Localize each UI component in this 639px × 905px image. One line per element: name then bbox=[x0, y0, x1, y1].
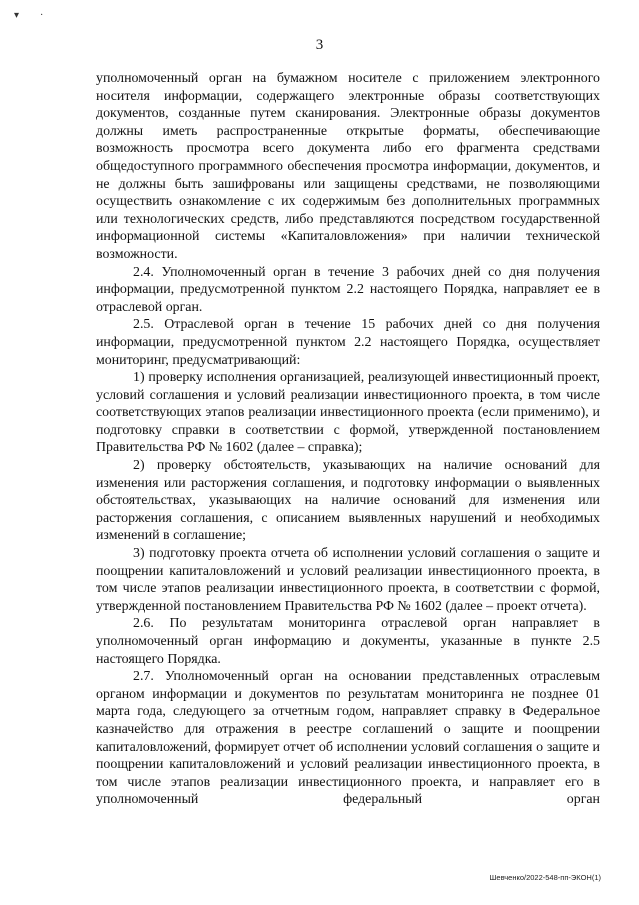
paragraph-2-5: 2.5. Отраслевой орган в течение 15 рабочих дней со дня получения информации, предусмотренной пунктом 2.2 настоящего Порядка, осуществляет мониторинг, предусматривающий: bbox=[96, 317, 600, 368]
document-body bbox=[96, 70, 600, 809]
paragraph-2-6: 2.6. По результатам мониторинга отраслевой орган направляет в уполномоченный орган информацию и документы, указанные в пункте 2.5 настоящего Порядка. bbox=[96, 616, 600, 667]
list-item-3: 3) подготовку проекта отчета об исполнении условий соглашения о защите и поощрении капиталовложений и условий реализации инвестиционного проекта, в том числе этапов реализации инвестиционного проекта, в соответствии с формой, утвержденной постановлением Правительства РФ № 1602 (далее – проект отчета). bbox=[96, 546, 600, 614]
list-item-1: 1) проверку исполнения организацией, реализующей инвестиционный проект, условий соглашения и условий реализации инвестиционного проекта, в том числе соответствующих этапов реализации инвестиционного проекта (если применимо), и подготовку справки в соответствии с формой, утвержденной постановлением Правительства РФ № 1602 (далее – справка); bbox=[96, 370, 600, 456]
paragraph-continuation: уполномоченный орган на бумажном носителе с приложением электронного носителя информации, содержащего электронные образы соответствующих документов, созданные путем сканирования. Электронные образы документов должны иметь распространенные открытые форматы, обеспечивающие возможность просмотра всего документа либо его фрагмента средствами общедоступного программного обеспечения просмотра информации, документов, и не должны быть зашифрованы или защищены средствами, не позволяющими осуществить ознакомление с их содержимым без дополнительных программных или технологических средств, либо представляются посредством государственной информационной системы «Капиталовложения» при наличии технической возможности. bbox=[96, 71, 600, 262]
document-reference: Шевченко/2022-548-пп-ЭКОН(1) bbox=[489, 873, 601, 882]
list-item-2: 2) проверку обстоятельств, указывающих на наличие оснований для изменения или расторжения соглашения, и подготовку информации о выявленных обстоятельствах, указывающих на наличие оснований для изменения или расторжения соглашения, с описанием выявленных нарушений и необходимых изменений в соглашение; bbox=[96, 458, 600, 544]
scan-speck: ▾ bbox=[14, 10, 20, 21]
scan-speck: · bbox=[40, 10, 44, 21]
page-number: 3 bbox=[315, 37, 324, 53]
paragraph-2-7: 2.7. Уполномоченный орган на основании представленных отраслевым органом информации и документов по результатам мониторинга не позднее 01 марта года, следующего за отчетным годом, направляет справку в Федеральное казначейство для отражения в реестре соглашений о защите и поощрении капиталовложений, формирует отчет об исполнении условий соглашения о защите и поощрении капиталовложений и условий реализации инвестиционного проекта, в том числе этапов реализации инвестиционного проекта, и направляет его в уполномоченный федеральный орган bbox=[96, 669, 600, 808]
paragraph-2-4: 2.4. Уполномоченный орган в течение 3 рабочих дней со дня получения информации, предусмотренной пунктом 2.2 настоящего Порядка, направляет ее в отраслевой орган. bbox=[96, 264, 600, 315]
